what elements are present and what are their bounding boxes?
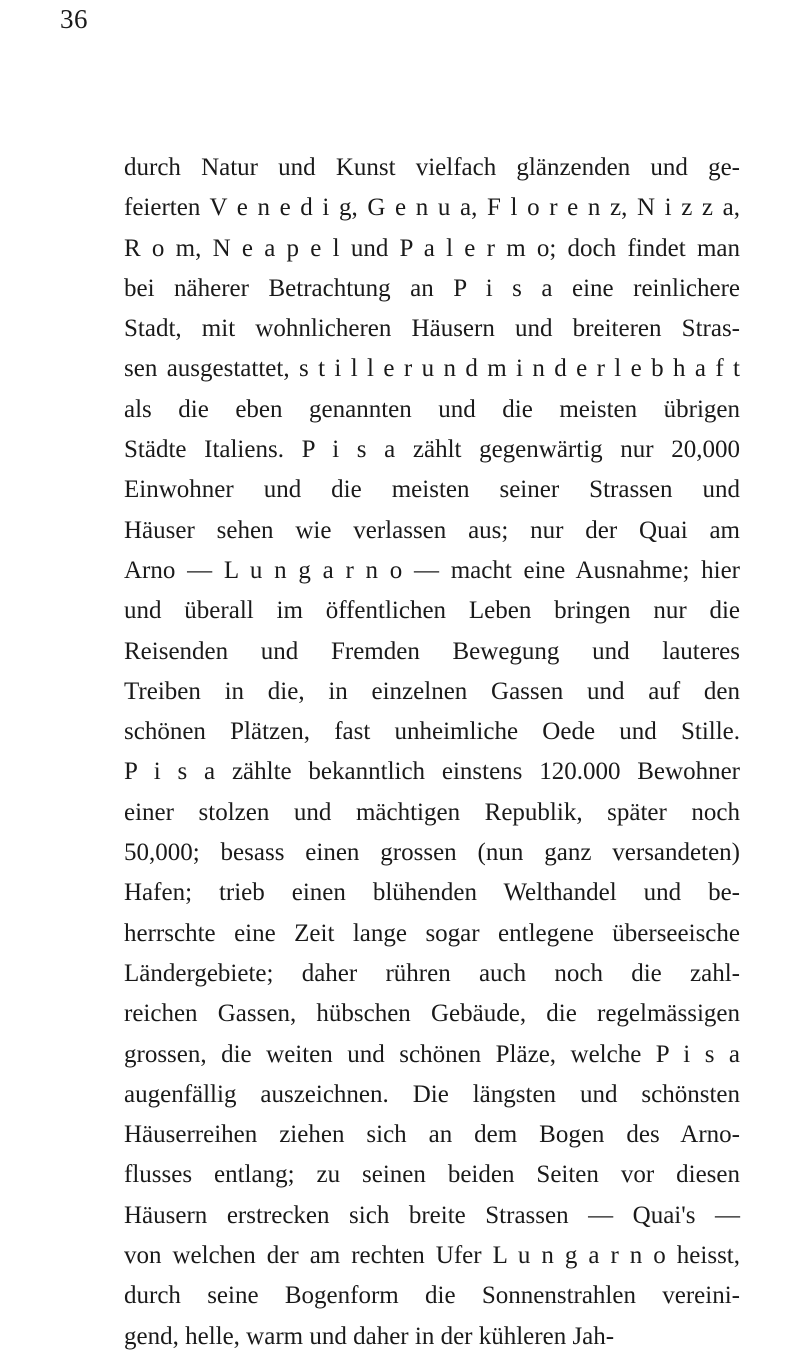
text-line: Stadt, mit wohnlicheren Häusern und breiteren Stras- <box>124 315 740 343</box>
text-line: gend, helle, warm und daher in der kühleren Jah- <box>124 1322 615 1350</box>
text-line: R o m, N e a p e l und P a l e r m o; doch findet man <box>124 234 740 262</box>
text-line: einer stolzen und mächtigen Republik, später noch <box>124 798 740 826</box>
text-line: feierten V e n e d i g, G e n u a, F l o r e n z, N i z z a, <box>124 194 740 222</box>
text-line: grossen, die weiten und schönen Pläze, welche P i s a <box>124 1040 740 1068</box>
text-line: flusses entlang; zu seinen beiden Seiten vor diesen <box>124 1161 740 1189</box>
text-line: Ländergebiete; daher rühren auch noch die zahl- <box>124 959 740 987</box>
text-line: durch Natur und Kunst vielfach glänzenden und ge- <box>124 154 740 181</box>
text-line: von welchen der am rechten Ufer L u n g a r n o heisst, <box>124 1242 740 1270</box>
body-text <box>124 148 740 1357</box>
page-number: 36 <box>60 4 88 34</box>
text-line: augenfällig auszeichnen. Die längsten und schönsten <box>124 1080 740 1108</box>
text-line: Städte Italiens. P i s a zählt gegenwärtig nur 20,000 <box>124 436 740 464</box>
text-line: 50,000; besass einen grossen (nun ganz versandeten) <box>124 839 740 867</box>
text-line: als die eben genannten und die meisten übrigen <box>124 395 740 423</box>
text-line: bei näherer Betrachtung an P i s a eine reinlichere <box>124 274 740 302</box>
text-line: Einwohner und die meisten seiner Strassen und <box>124 476 740 504</box>
text-line: Häusern erstrecken sich breite Strassen — Quai's — <box>124 1201 740 1229</box>
text-line: Reisenden und Fremden Bewegung und lauteres <box>124 637 740 665</box>
text-line: Treiben in die, in einzelnen Gassen und auf den <box>124 677 740 705</box>
text-line: P i s a zählte bekanntlich einstens 120.000 Bewohner <box>124 758 740 786</box>
text-line: herrschte eine Zeit lange sogar entlegene überseeische <box>124 919 740 947</box>
text-line: Arno — L u n g a r n o — macht eine Ausnahme; hier <box>124 556 740 584</box>
text-line: schönen Plätzen, fast unheimliche Oede und Stille. <box>124 718 740 746</box>
text-line: Häuser sehen wie verlassen aus; nur der Quai am <box>124 516 740 544</box>
text-line: und überall im öffentlichen Leben bringen nur die <box>124 597 740 625</box>
text-line: Häuserreihen ziehen sich an dem Bogen des Arno- <box>124 1121 740 1149</box>
text-line: reichen Gassen, hübschen Gebäude, die regelmässigen <box>124 1000 740 1028</box>
text-line: durch seine Bogenform die Sonnenstrahlen vereini- <box>124 1282 740 1310</box>
text-line: sen ausgestattet, s t i l l e r u n d m i n d e r l e b h a f t <box>124 355 740 383</box>
text-line: Hafen; trieb einen blühenden Welthandel und be- <box>124 879 740 907</box>
